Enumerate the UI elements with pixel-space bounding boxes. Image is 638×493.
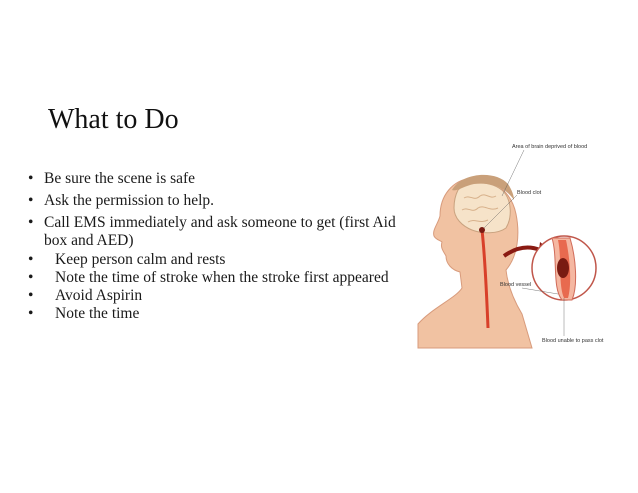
bullet-text: Call EMS immediately and ask someone to get (first Aid box and AED) <box>44 214 396 249</box>
bullet-item <box>28 170 408 188</box>
slide-title: What to Do <box>48 104 179 135</box>
bullet-text: Be sure the scene is safe <box>44 170 196 187</box>
label-vessel: Blood vessel <box>500 282 532 288</box>
bullet-item <box>28 192 408 210</box>
bullet-text: Note the time of stroke when the stroke first appeared <box>55 269 389 286</box>
bullet-dot: • <box>28 251 34 268</box>
clot-shape <box>557 258 569 278</box>
bullet-dot: • <box>28 214 34 231</box>
label-clot: Blood clot <box>517 190 542 196</box>
bullet-dot: • <box>28 287 34 304</box>
bullet-item <box>28 305 408 323</box>
bullet-item <box>28 214 408 250</box>
stroke-illustration <box>412 138 604 348</box>
label-area: Area of brain deprived of blood <box>512 144 588 150</box>
bullet-text: Keep person calm and rests <box>55 251 226 268</box>
bullet-dot: • <box>28 305 34 322</box>
bullet-dot: • <box>28 170 34 187</box>
bullet-item <box>28 251 408 269</box>
bullet-text: Avoid Aspirin <box>55 287 143 304</box>
bullet-dot: • <box>28 269 34 286</box>
bullet-text: Note the time <box>55 305 140 322</box>
bullet-dot: • <box>28 192 34 209</box>
bullet-item <box>28 269 408 287</box>
bullet-text: Ask the permission to help. <box>44 192 215 209</box>
bullet-item <box>28 287 408 305</box>
bullet-list <box>28 170 408 323</box>
label-unable: Blood unable to pass clot <box>542 338 604 344</box>
